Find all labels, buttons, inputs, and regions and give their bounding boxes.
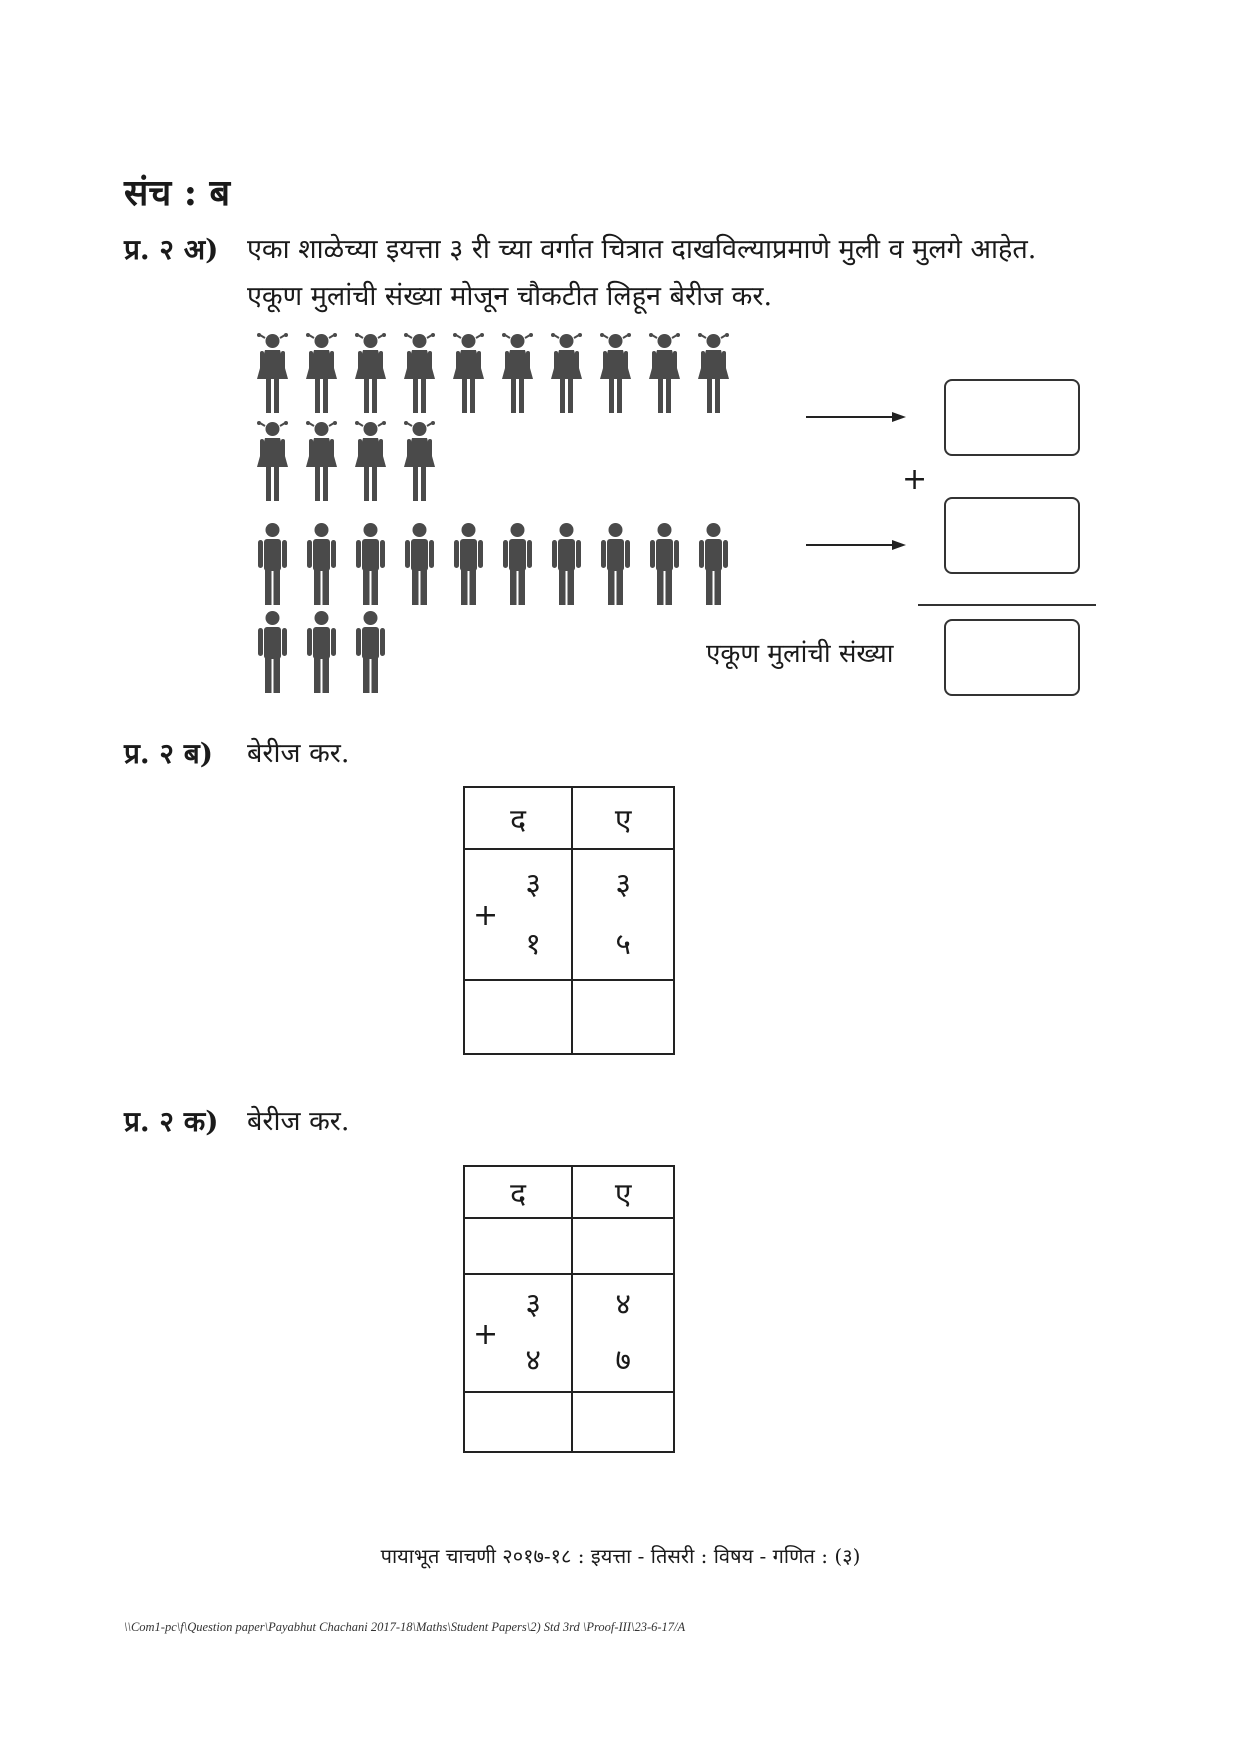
boy-icon — [493, 522, 542, 606]
arrow-right-icon — [806, 411, 906, 423]
total-children-label: एकूण मुलांची संख्या — [706, 639, 894, 669]
total-count-box[interactable] — [944, 619, 1080, 696]
boy-icon — [297, 522, 346, 606]
answer-ones-cell[interactable] — [572, 1392, 674, 1452]
digit: ४ — [615, 1287, 631, 1322]
boys-row — [248, 610, 738, 694]
girl-icon — [297, 419, 346, 503]
girl-icon — [346, 419, 395, 503]
girl-icon — [640, 331, 689, 415]
boy-icon — [346, 610, 395, 694]
digit: ५ — [615, 926, 631, 962]
addends-ones — [572, 849, 674, 980]
digit: ३ — [525, 1287, 541, 1322]
header-ones: ए — [572, 787, 674, 849]
girl-icon — [689, 331, 738, 415]
header-tens: द — [464, 1166, 572, 1218]
digit: ३ — [615, 866, 631, 902]
digit: १ — [525, 926, 541, 962]
addition-table-2b — [463, 786, 675, 1055]
girl-icon — [493, 331, 542, 415]
question-2a-text-line1: एका शाळेच्या इयत्ता ३ री च्या वर्गात चित्रात दाखविल्याप्रमाणे मुली व मुलगे आहेत. — [247, 234, 1037, 265]
boy-icon — [346, 522, 395, 606]
girls-figures — [248, 331, 738, 503]
addends-tens — [464, 849, 572, 980]
girl-icon — [542, 331, 591, 415]
girls-row — [248, 331, 738, 415]
girl-icon — [395, 419, 444, 503]
boy-icon — [444, 522, 493, 606]
boy-icon — [248, 522, 297, 606]
header-tens: द — [464, 787, 572, 849]
digit: ४ — [525, 1343, 541, 1378]
boy-icon — [640, 522, 689, 606]
girls-row — [248, 419, 738, 503]
page-footer: पायाभूत चाचणी २०१७-१८ : इयत्ता - तिसरी : विषय - गणित : (३) — [380, 1544, 861, 1568]
plus-sign: + — [902, 462, 928, 497]
carry-ones-cell[interactable] — [572, 1218, 674, 1274]
boy-icon — [542, 522, 591, 606]
girls-count-box[interactable] — [944, 379, 1080, 456]
girl-icon — [346, 331, 395, 415]
boy-icon — [248, 610, 297, 694]
boy-icon — [591, 522, 640, 606]
boy-icon — [297, 610, 346, 694]
header-ones: ए — [572, 1166, 674, 1218]
carry-tens-cell[interactable] — [464, 1218, 572, 1274]
answer-tens-cell[interactable] — [464, 1392, 572, 1452]
question-2a-label: प्र. २ अ) — [124, 233, 219, 266]
question-2c-text: बेरीज कर. — [247, 1106, 350, 1137]
answer-ones-cell[interactable] — [572, 980, 674, 1054]
file-path: \\Com1-pc\f\Question paper\Payabhut Chachani 2017-18\Maths\Student Papers\2) Std 3rd \Proof-III\23-6-17/A — [124, 1620, 686, 1634]
boy-icon — [689, 522, 738, 606]
girl-icon — [248, 419, 297, 503]
girl-icon — [248, 331, 297, 415]
question-2b-text: बेरीज कर. — [247, 738, 350, 769]
plus-sign: + — [473, 898, 499, 933]
question-2c-label: प्र. २ क) — [124, 1105, 219, 1138]
addends-ones — [572, 1274, 674, 1392]
boys-figures — [248, 522, 738, 694]
plus-sign: + — [473, 1317, 499, 1352]
question-2a-text-line2: एकूण मुलांची संख्या मोजून चौकटीत लिहून बेरीज कर. — [247, 281, 773, 312]
sum-line — [918, 604, 1096, 606]
girl-icon — [297, 331, 346, 415]
addends-tens — [464, 1274, 572, 1392]
set-title: संच : ब — [124, 172, 231, 214]
boys-count-box[interactable] — [944, 497, 1080, 574]
answer-tens-cell[interactable] — [464, 980, 572, 1054]
digit: ३ — [525, 866, 541, 902]
question-2b-label: प्र. २ ब) — [124, 737, 213, 770]
digit: ७ — [615, 1343, 631, 1378]
girl-icon — [591, 331, 640, 415]
arrow-right-icon — [806, 539, 906, 551]
girl-icon — [395, 331, 444, 415]
boys-row — [248, 522, 738, 606]
girl-icon — [444, 331, 493, 415]
addition-table-2c — [463, 1165, 675, 1453]
boy-icon — [395, 522, 444, 606]
